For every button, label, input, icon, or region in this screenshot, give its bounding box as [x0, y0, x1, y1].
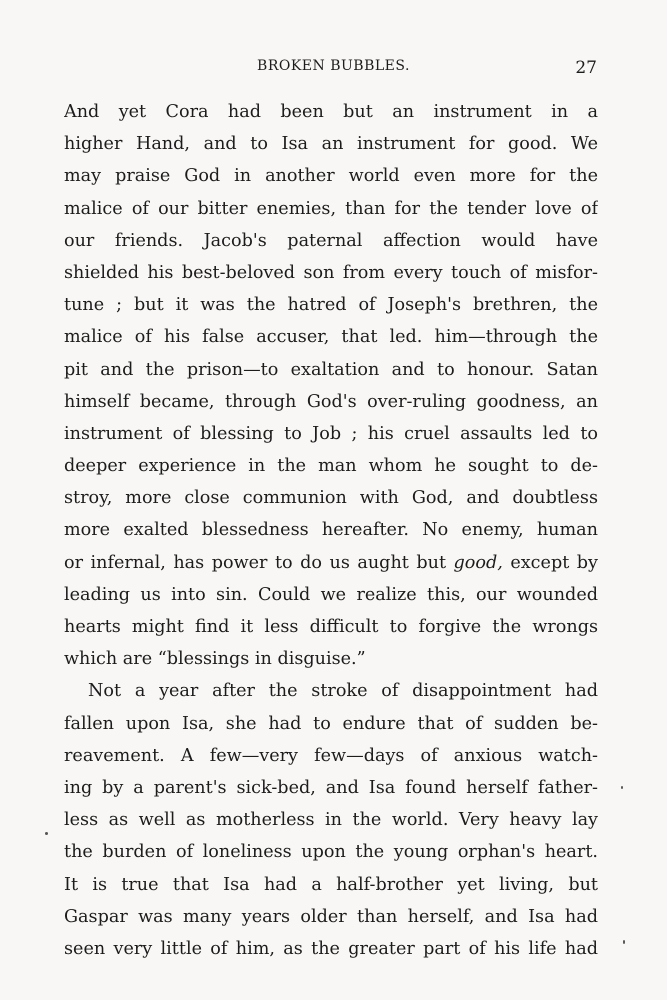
text-line-start: or infernal, has power to do us aught but	[64, 552, 454, 573]
text-line: may praise God in another world even more for the	[64, 166, 598, 187]
text-line: himself became, through God's over-ruling goodness, an	[64, 391, 598, 412]
text-line: It is true that Isa had a half-brother yet living, but	[64, 874, 598, 895]
text-line: less as well as motherless in the world. Very heavy lay	[64, 810, 598, 831]
text-line: hearts might find it less difficult to forgive the wrongs	[64, 617, 598, 637]
text-line: And yet Cora had been but an instrument in a	[64, 102, 598, 122]
text-line: Not a year after the stroke of disappointment had	[88, 681, 598, 702]
text-line: tune ; but it was the hatred of Joseph's brethren, the	[64, 295, 598, 316]
running-head-title: BROKEN BUBBLES.	[257, 58, 410, 74]
text-line-end: except by	[502, 552, 598, 573]
text-line: instrument of blessing to Job ; his cruel assaults led to	[64, 423, 598, 444]
text-line: the burden of loneliness upon the young orphan's heart.	[64, 842, 598, 863]
body-text	[64, 96, 598, 965]
text-line: shielded his best-beloved son from every touch of misfor-	[64, 262, 598, 283]
text-line: pit and the prison—to exaltation and to honour. Satan	[64, 359, 598, 380]
ink-speck	[621, 786, 623, 789]
text-line: more exalted blessedness hereafter. No enemy, human	[64, 520, 598, 541]
text-line: ing by a parent's sick-bed, and Isa found herself father-	[64, 777, 598, 798]
text-line: seen very little of him, as the greater part of his life had	[64, 938, 598, 959]
text-line	[64, 547, 598, 579]
text-line: malice of our bitter enemies, than for the tender love of	[64, 198, 598, 219]
text-line: higher Hand, and to Isa an instrument for good. We	[64, 134, 598, 155]
text-line: stroy, more close communion with God, and doubtless	[64, 488, 598, 509]
text-line: reavement. A few—very few—days of anxious watch-	[64, 745, 598, 766]
text-line: fallen upon Isa, she had to endure that of sudden be-	[64, 713, 598, 734]
emphasized-word: good,	[453, 552, 503, 573]
text-line: which are “blessings in disguise.”	[64, 649, 366, 670]
page-number: 27	[575, 58, 597, 78]
text-line: leading us into sin. Could we realize this, our wounded	[64, 584, 598, 605]
text-line: deeper experience in the man whom he sought to de-	[64, 456, 598, 477]
text-line: our friends. Jacob's paternal affection would have	[64, 230, 598, 251]
ink-speck	[45, 832, 48, 835]
text-line: malice of his false accuser, that led. him—through the	[64, 327, 598, 348]
text-line: Gaspar was many years older than herself, and Isa had	[64, 906, 598, 927]
ink-speck	[623, 940, 625, 944]
